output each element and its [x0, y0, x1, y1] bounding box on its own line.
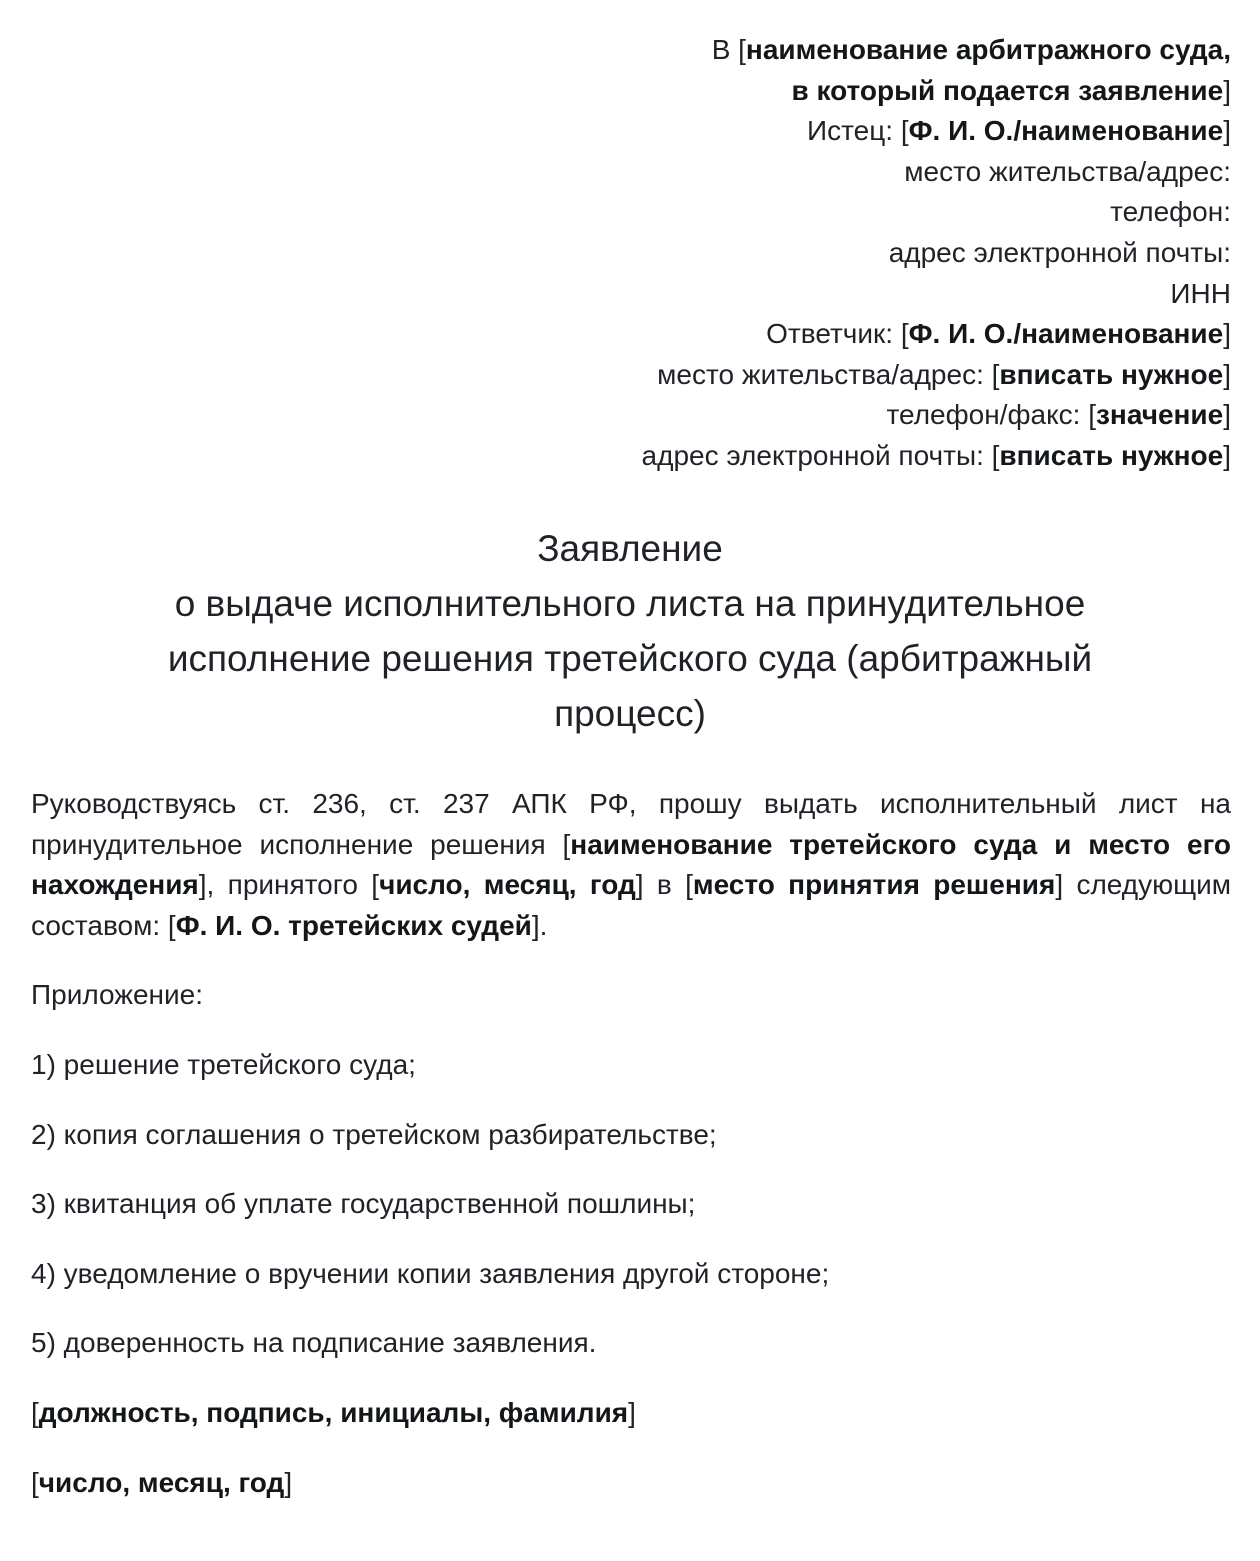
defendant-address: место жительства/адрес: [вписать нужное]: [657, 358, 1231, 390]
list-item: 4) уведомление о вручении копии заявления другой стороне;: [31, 1257, 830, 1289]
list-item: 1) решение третейского суда;: [31, 1048, 416, 1080]
defendant-phone: телефон/факс: [значение]: [886, 399, 1231, 431]
plaintiff-phone: телефон:: [1110, 196, 1231, 228]
defendant-email: адрес электронной почты: [вписать нужное]: [641, 439, 1231, 471]
list-item: 3) квитанция об уплате государственной пошлины;: [31, 1188, 696, 1220]
title-line-2: о выдаче исполнительного листа на принудительное: [174, 583, 1086, 624]
list-item: 2) копия соглашения о третейском разбирательстве;: [31, 1118, 717, 1150]
court-line-1: В [наименование арбитражного суда,: [711, 34, 1231, 65]
plaintiff-email: адрес электронной почты:: [888, 236, 1231, 268]
title-line-3: исполнение решения третейского суда (арбитражный: [167, 638, 1093, 679]
document-body: [31, 784, 1231, 1503]
signature-line: [должность, подпись, инициалы, фамилия]: [31, 1396, 636, 1428]
plaintiff-line: Истец: [Ф. И. О./наименование]: [807, 115, 1231, 147]
court-line-2: в который подается заявление]: [791, 74, 1231, 106]
defendant-line: Ответчик: [Ф. И. О./наименование]: [766, 318, 1231, 350]
date-line: [число, месяц, год]: [31, 1466, 293, 1498]
list-item: 5) доверенность на подписание заявления.: [31, 1327, 597, 1359]
plaintiff-address: место жительства/адрес:: [904, 155, 1231, 187]
plaintiff-inn: ИНН: [1170, 277, 1231, 309]
document-header: [331, 30, 1231, 477]
attachments-label: Приложение:: [31, 979, 204, 1011]
title-line-4: процесс): [554, 693, 706, 734]
document-title: [60, 521, 1200, 741]
title-line-1: Заявление: [537, 528, 723, 569]
request-paragraph: Руководствуясь ст. 236, ст. 237 АПК РФ, прошу выдать исполнительный лист на принудительное исполнение решения [наименование третейского суда и место его нахождения], принятого [число, месяц, год] в [место принятия решения] следующим составом: [Ф. И. О. третейских судей].: [31, 788, 1232, 941]
